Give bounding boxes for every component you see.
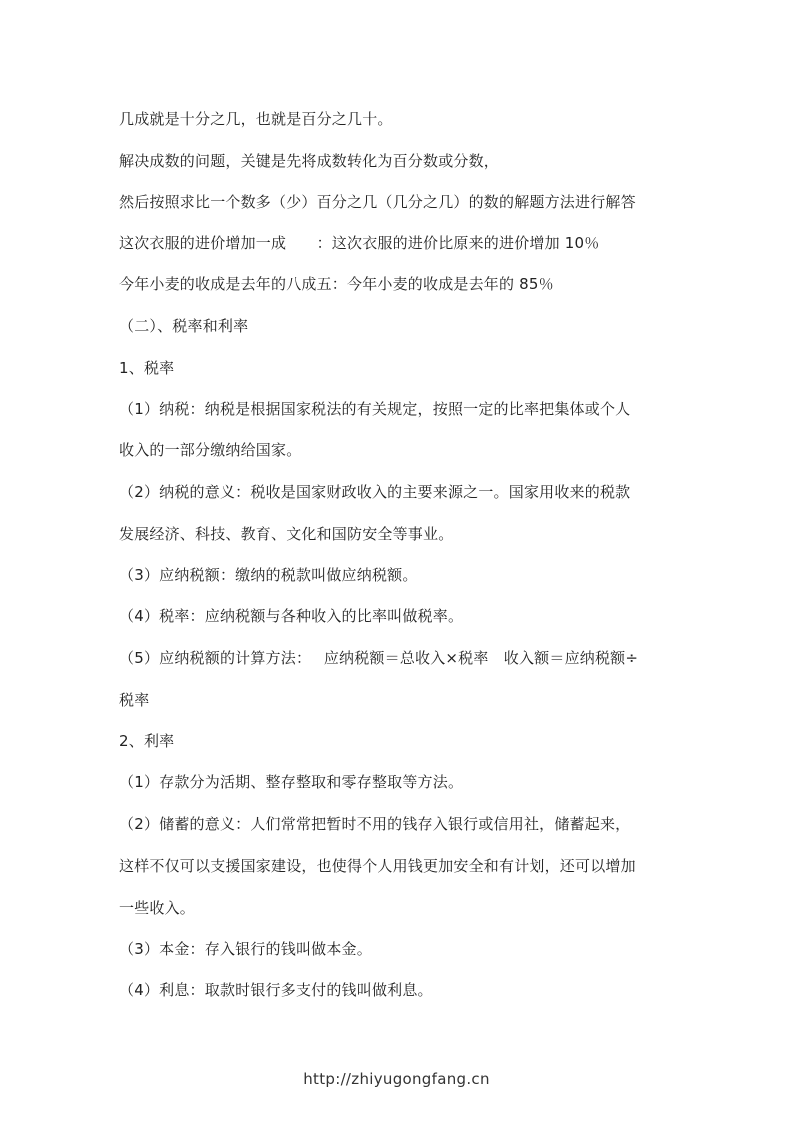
text-line: 解决成数的问题，关键是先将成数转化为百分数或分数， <box>119 152 500 170</box>
text-line: （1）纳税：纳税是根据国家税法的有关规定，按照一定的比率把集体或个人 <box>119 400 631 418</box>
subsection-heading: 2、利率 <box>119 732 175 750</box>
text-line: 税率 <box>119 691 150 709</box>
text-line: 然后按照求比一个数多（少）百分之几（几分之几）的数的解题方法进行解答 <box>119 193 636 211</box>
text-line: （4）利息：取款时银行多支付的钱叫做利息。 <box>119 981 433 999</box>
text-line: （1）存款分为活期、整存整取和零存整取等方法。 <box>119 773 464 791</box>
text-line: 发展经济、科技、教育、文化和国防安全等事业。 <box>119 525 454 543</box>
text-line: 这次衣服的进价增加一成 ：这次衣服的进价比原来的进价增加 10％ <box>119 234 600 252</box>
text-line: 收入的一部分缴纳给国家。 <box>119 441 302 459</box>
text-line: 一些收入。 <box>119 899 196 917</box>
text-line: 几成就是十分之几，也就是百分之几十。 <box>119 110 393 128</box>
text-line: （5）应纳税额的计算方法： 应纳税额＝总收入×税率 收入额＝应纳税额÷ <box>119 649 639 667</box>
text-line: （2）纳税的意义：税收是国家财政收入的主要来源之一。国家用收来的税款 <box>119 483 631 501</box>
text-line: （2）储蓄的意义：人们常常把暂时不用的钱存入银行或信用社，储蓄起来， <box>119 815 631 833</box>
text-line: 今年小麦的收成是去年的八成五：今年小麦的收成是去年的 85％ <box>119 275 554 293</box>
footer-url: http://zhiyugongfang.cn <box>303 1070 490 1088</box>
text-line: 这样不仅可以支援国家建设，也使得个人用钱更加安全和有计划，还可以增加 <box>119 857 636 875</box>
text-line: （3）应纳税额：缴纳的税款叫做应纳税额。 <box>119 566 418 584</box>
section-heading: （二）、税率和利率 <box>119 317 249 335</box>
subsection-heading: 1、税率 <box>119 359 175 377</box>
text-line: （4）税率：应纳税额与各种收入的比率叫做税率。 <box>119 607 464 625</box>
text-line: （3）本金：存入银行的钱叫做本金。 <box>119 940 372 958</box>
